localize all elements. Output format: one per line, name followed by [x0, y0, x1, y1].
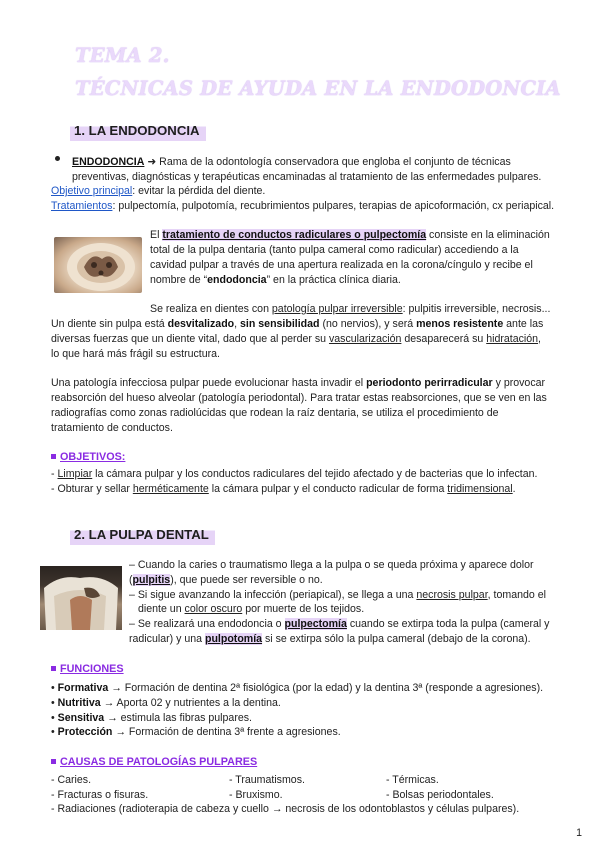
p3-line-2: reabsorción del hueso alveolar (patología periodontal). Para tratar estas reabsorciones, que se ven en las [51, 392, 547, 404]
function-item: • Nutritiva → Aporta 02 y nutrientes a la dentina. [51, 697, 281, 709]
p3-l1-a: Una patología infecciosa pulpar puede evolucionar hasta invadir el [51, 377, 367, 389]
pulp-line-3 [129, 588, 546, 603]
objectives-heading-text: OBJETIVOS: [60, 451, 126, 463]
cause-item: - Bruxismo. [229, 789, 283, 801]
tooth-pulp-icon [40, 566, 122, 630]
p3-l1-b: periodonto perirradicular [366, 377, 493, 389]
pulp-line-2 [129, 573, 323, 588]
p2-l2-c: , [234, 318, 241, 330]
p2-l2-g: ante las [503, 318, 544, 330]
p1-line-3: cavidad pulpar a través de una apertura realizada en la corona/cíngulo y recibe el [150, 259, 533, 271]
pulp-l6-a: radicular) y una [129, 633, 205, 645]
p2-b: patología pulpar irreversible [271, 303, 403, 315]
p3-line-1 [51, 376, 545, 391]
p1-l4-c: ” en la práctica clínica diaria. [266, 274, 401, 286]
pulp-l2-term: pulpitis [132, 574, 171, 586]
cause-item: - Bolsas periodontales. [386, 789, 494, 801]
page-number: 1 [576, 827, 582, 839]
pulp-l5-a: – Se realizará una endodoncia o [129, 618, 285, 630]
cause-item: - Traumatismos. [229, 774, 305, 786]
objectives-heading [51, 450, 125, 465]
tooth-cavity-icon [54, 237, 142, 293]
p3-line-4: tratamiento de conductos. [51, 422, 173, 434]
pulp-l5-term: pulpectomía [284, 618, 347, 630]
p2-l3-a: diversas fuerzas que un diente vital, dado que al perder su [51, 333, 329, 345]
functions-heading-text: FUNCIONES [60, 663, 124, 675]
p1-l4-term: endodoncia [207, 274, 267, 286]
objective-text: : evitar la pérdida del diente. [132, 185, 266, 197]
p2-line-2 [51, 317, 543, 332]
pulp-line-5 [129, 617, 549, 632]
objective-line [51, 184, 265, 199]
p2-l2-b: desvitalizado [167, 318, 235, 330]
function-item: • Formativa → Formación de dentina 2ª fisiológica (por la edad) y la dentina 3ª (responde a agresiones). [51, 682, 544, 694]
p2-l3-c: desaparecerá su [401, 333, 487, 345]
pulp-line-4 [138, 602, 364, 617]
cause-item: - Caries. [51, 774, 92, 786]
p2-c: : pulpitis irreversible, necrosis... [402, 303, 551, 315]
treatments-text: : pulpectomía, pulpotomía, recubrimientos pulpares, terapias de apicoformación, cx periapical. [112, 200, 555, 212]
functions-heading [51, 662, 124, 677]
causes-heading [51, 755, 257, 770]
p1-line-1 [150, 228, 550, 243]
p1-l4-a: nombre de “ [150, 274, 208, 286]
p2-line-3 [51, 332, 541, 347]
function-name: Nutritiva [57, 697, 101, 709]
cause-item: - Térmicas. [386, 774, 439, 786]
objective-2 [51, 482, 516, 497]
pulp-l6-term: pulpotomía [204, 633, 263, 645]
pulp-l3-a: – Si sigue avanzando la infección (periapical), se llega a una [129, 589, 417, 601]
p1-text-c: consiste en la eliminación [426, 229, 550, 241]
treatments-line [51, 199, 554, 214]
obj2-c: la cámara pulpar y el conducto radicular de forma [208, 483, 448, 495]
treatments-label: Tratamientos [51, 200, 113, 212]
p2-a: Se realiza en dientes con [150, 303, 272, 315]
pulp-l5-c: cuando se extirpa toda la pulpa (cameral y [346, 618, 550, 630]
cause-item: - Radiaciones (radioterapia de cabeza y cuello → necrosis de los odontoblastos y células pulpares). [51, 803, 520, 815]
p2-l2-d: sin sensibilidad [240, 318, 320, 330]
obj2-e: . [512, 483, 516, 495]
pulp-line-1: – Cuando la caries o traumatismo llega a la pulpa o se queda próxima y aparece dolor [129, 559, 534, 571]
pulp-l3-b: necrosis pulpar [416, 589, 488, 601]
title-line-2: TÉCNICAS DE AYUDA EN LA ENDODONCIA [75, 77, 561, 100]
obj1-b: Limpiar [57, 468, 93, 480]
p1-text-a: El [150, 229, 163, 241]
definition-term: ENDODONCIA [72, 156, 145, 168]
function-name: Protección [57, 726, 113, 738]
p3-l1-c: y provocar [492, 377, 546, 389]
function-name: Formativa [57, 682, 109, 694]
function-item: • Protección → Formación de dentina 3ª frente a agresiones. [51, 726, 341, 738]
square-bullet-icon [51, 454, 56, 459]
tooth-cross-section-image [54, 237, 142, 293]
pulp-l2-a: ( [129, 574, 133, 586]
tooth-pulp-image [40, 566, 122, 630]
definition-text-1: ➜ Rama de la odontología conservadora que engloba el conjunto de técnicas [147, 156, 511, 168]
obj2-b: herméticamente [132, 483, 209, 495]
p2-line-1 [150, 302, 550, 317]
pulp-l2-c: ), que puede ser reversible o no. [170, 574, 323, 586]
function-text: → Formación de dentina 3ª frente a agresiones. [112, 726, 341, 738]
obj1-a: - [51, 468, 58, 480]
cause-item: - Fracturas o fisuras. [51, 789, 149, 801]
pulp-line-6 [129, 632, 531, 647]
pulp-l3-c: , tomando el [487, 589, 546, 601]
section-1-heading: 1. LA ENDODONCIA [70, 120, 206, 141]
bullet-dot-icon [55, 156, 60, 161]
obj2-a: - Obturar y sellar [51, 483, 133, 495]
function-text: → Aporta 02 y nutrientes a la dentina. [100, 697, 281, 709]
title-line-1: TEMA 2. [75, 44, 170, 67]
function-item: • Sensitiva → estimula las fibras pulpares. [51, 712, 252, 724]
obj1-c: la cámara pulpar y los conductos radiculares del tejido afectado y de bacterias que lo infectan. [92, 468, 538, 480]
objective-1 [51, 467, 537, 482]
p2-l3-e: , [538, 333, 541, 345]
p1-line-4 [150, 273, 401, 288]
p2-l2-a: Un diente sin pulpa está [51, 318, 168, 330]
pulp-l4-b: color oscuro [184, 603, 243, 615]
square-bullet-icon [51, 759, 56, 764]
definition-line-1 [72, 155, 511, 170]
p3-line-3: radiografías como zonas radiolúcidas que rodean la raíz dentaria, se utiliza el procedimiento de [51, 407, 499, 419]
section-2-heading: 2. LA PULPA DENTAL [70, 524, 215, 545]
p2-l2-f: menos resistente [416, 318, 504, 330]
function-name: Sensitiva [57, 712, 105, 724]
pulp-l4-c: por muerte de los tejidos. [242, 603, 365, 615]
function-text: → estimula las fibras pulpares. [104, 712, 252, 724]
p2-l3-b: vascularización [328, 333, 402, 345]
p1-term: tratamiento de conductos radiculares o pulpectomía [162, 229, 427, 241]
definition-line-2: preventivas, diagnósticas y terapéuticas encaminadas al tratamiento de las enfermedades pulpares. [72, 171, 542, 183]
p1-line-2: total de la pulpa dentaria (tanto pulpa cameral como radicular) accediendo a la [150, 244, 519, 256]
pulp-l6-c: si se extirpa sólo la pulpa cameral (debajo de la corona). [262, 633, 531, 645]
pulp-l4-a: diente un [138, 603, 185, 615]
square-bullet-icon [51, 666, 56, 671]
p2-l3-d: hidratación [486, 333, 539, 345]
causes-heading-text: CAUSAS DE PATOLOGÍAS PULPARES [60, 756, 258, 768]
p2-l2-e: (no nervios), y será [319, 318, 417, 330]
objective-label: Objetivo principal [51, 185, 133, 197]
function-text: → Formación de dentina 2ª fisiológica (por la edad) y la dentina 3ª (responde a agresiones). [108, 682, 544, 694]
obj2-d: tridimensional [447, 483, 513, 495]
p2-line-4: lo que hará más frágil su estructura. [51, 348, 220, 360]
